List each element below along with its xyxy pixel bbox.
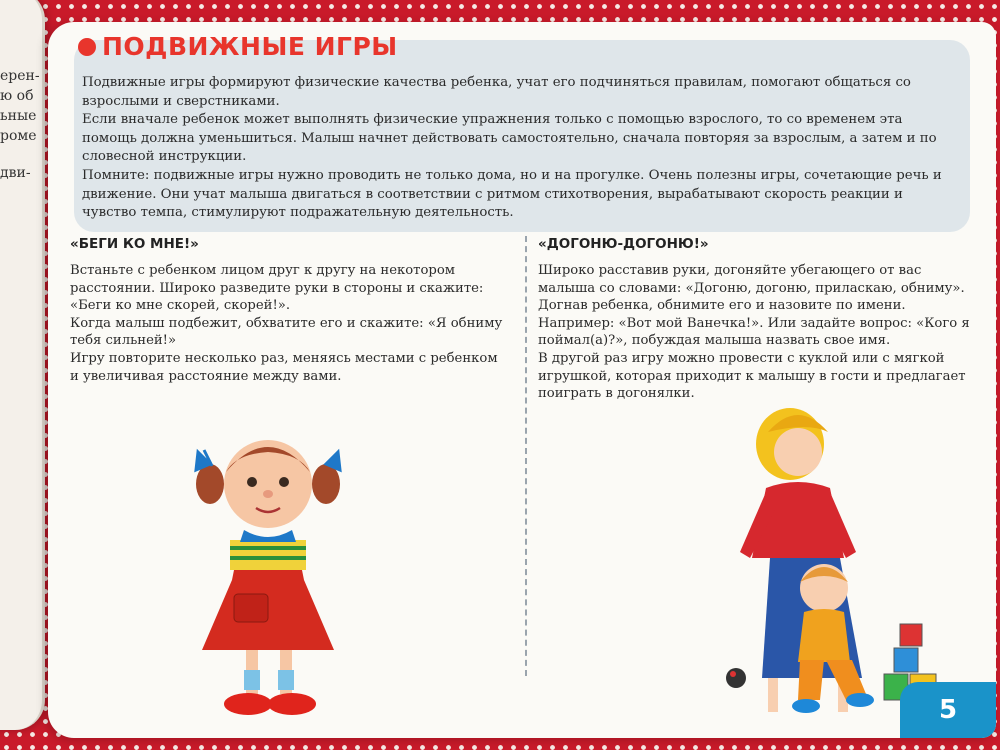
column-divider bbox=[525, 236, 527, 676]
game-title: «БЕГИ КО МНЕ!» bbox=[70, 236, 199, 252]
game-catch-up bbox=[538, 236, 980, 403]
game-paragraph: Игру повторите несколько раз, меняясь местами с ребенком и увеличивая расстояние между вами. bbox=[70, 350, 498, 384]
prev-page-text: роме bbox=[0, 128, 37, 144]
girl-illustration bbox=[188, 422, 348, 722]
title-bullet-icon bbox=[78, 38, 96, 56]
book-page bbox=[48, 22, 996, 738]
mother-child-illustration bbox=[708, 402, 948, 722]
intro-paragraph: Подвижные игры формируют физические качества ребенка, учат его подчиняться правилам, помогают общаться со взрослыми и сверстниками. bbox=[82, 75, 911, 109]
game-paragraph: В другой раз игру можно провести с куклой или с мягкой игрушкой, которая приходит к малышу в гости и предлагает поиграть в догонялки. bbox=[538, 350, 966, 402]
section-header bbox=[78, 32, 398, 61]
game-paragraph: Когда малыш подбежит, обхватите его и скажите: «Я обниму тебя сильней!» bbox=[70, 315, 503, 349]
prev-page-text: ю об bbox=[0, 88, 34, 104]
game-paragraph: Встаньте с ребенком лицом друг к другу на некотором расстоянии. Широко разведите руки в стороны и скажите: «Беги ко мне скорей, скорей!». bbox=[70, 263, 484, 314]
section-title: ПОДВИЖНЫЕ ИГРЫ bbox=[102, 32, 398, 61]
prev-page-text: дви- bbox=[0, 165, 31, 181]
game-paragraph: Широко расставив руки, догоняйте убегающего от вас малыша со словами: «Догоню, догоню, приласкаю, обниму». Догнав ребенка, обнимите его и назовите по имени. Например: «Вот мой Ванечка!». Или задайте вопрос: «Кого я поймал(а)?», побуждая малыша назвать свое имя. bbox=[538, 263, 970, 349]
game-title: «ДОГОНЮ-ДОГОНЮ!» bbox=[538, 236, 709, 252]
intro-paragraph: Если вначале ребенок может выполнять физические упражнения только с помощью взрослого, то со временем эта помощь должна уменьшиться. Малыш начнет действовать самостоятельно, сначала повторяя за взрослым, а затем и по словесной инструкции. bbox=[82, 112, 937, 165]
intro-paragraph: Помните: подвижные игры нужно проводить не только дома, но и на прогулке. Очень полезны игры, сочетающие речь и движение. Они учат малыша двигаться в соответствии с ритмом стихотворения, вырабатывают скорость реакции и чувство темпа, стимулируют подражательную деятельность. bbox=[82, 167, 942, 221]
game-run-to-me bbox=[70, 236, 506, 385]
page-number: 5 bbox=[900, 682, 996, 738]
intro-text bbox=[82, 74, 952, 223]
prev-page-text: ерен- bbox=[0, 68, 40, 84]
previous-page-edge bbox=[0, 0, 45, 730]
prev-page-text: ьные bbox=[0, 108, 37, 124]
